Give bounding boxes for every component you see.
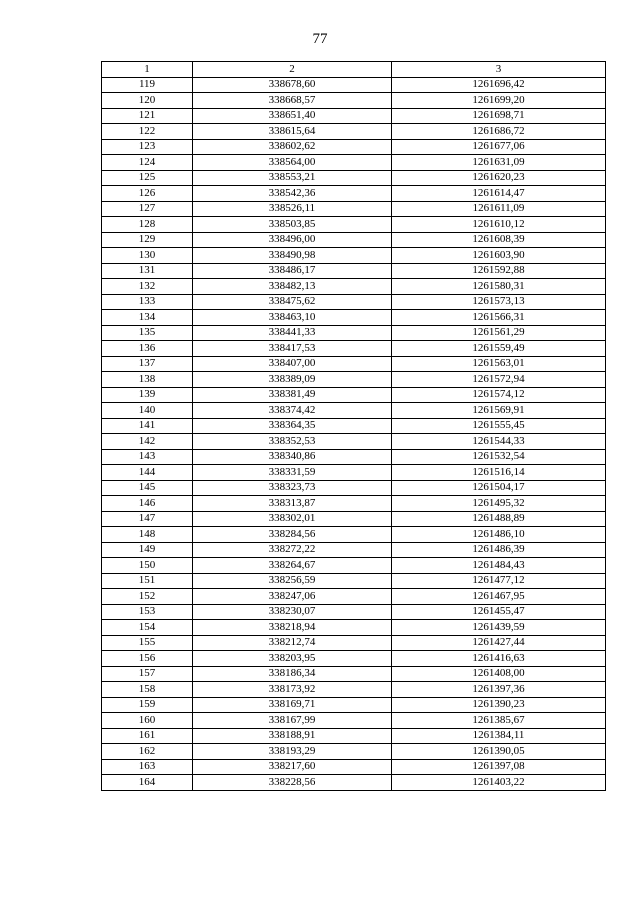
cell-y-coordinate: 1261495,32 (392, 496, 606, 512)
table-row (102, 682, 606, 698)
table-row (102, 604, 606, 620)
table-row (102, 558, 606, 574)
cell-point-number: 161 (102, 728, 193, 744)
cell-y-coordinate: 1261555,45 (392, 418, 606, 434)
cell-point-number: 128 (102, 217, 193, 233)
cell-point-number: 154 (102, 620, 193, 636)
cell-point-number: 163 (102, 759, 193, 775)
table-row (102, 759, 606, 775)
cell-y-coordinate: 1261610,12 (392, 217, 606, 233)
table-row (102, 527, 606, 543)
cell-y-coordinate: 1261532,54 (392, 449, 606, 465)
cell-x-coordinate: 338463,10 (193, 310, 392, 326)
table-row (102, 108, 606, 124)
cell-x-coordinate: 338169,71 (193, 697, 392, 713)
table-row (102, 635, 606, 651)
cell-x-coordinate: 338230,07 (193, 604, 392, 620)
cell-point-number: 162 (102, 744, 193, 760)
table-row (102, 279, 606, 295)
table-row (102, 589, 606, 605)
cell-x-coordinate: 338256,59 (193, 573, 392, 589)
cell-y-coordinate: 1261504,17 (392, 480, 606, 496)
cell-point-number: 136 (102, 341, 193, 357)
table-row (102, 434, 606, 450)
cell-x-coordinate: 338475,62 (193, 294, 392, 310)
table-row (102, 465, 606, 481)
cell-x-coordinate: 338389,09 (193, 372, 392, 388)
table-row (102, 449, 606, 465)
cell-x-coordinate: 338417,53 (193, 341, 392, 357)
cell-y-coordinate: 1261397,36 (392, 682, 606, 698)
cell-x-coordinate: 338323,73 (193, 480, 392, 496)
cell-point-number: 149 (102, 542, 193, 558)
cell-y-coordinate: 1261427,44 (392, 635, 606, 651)
cell-point-number: 134 (102, 310, 193, 326)
cell-y-coordinate: 1261572,94 (392, 372, 606, 388)
cell-x-coordinate: 338503,85 (193, 217, 392, 233)
cell-x-coordinate: 338173,92 (193, 682, 392, 698)
table-row (102, 356, 606, 372)
cell-y-coordinate: 1261488,89 (392, 511, 606, 527)
cell-x-coordinate: 338188,91 (193, 728, 392, 744)
table-row (102, 93, 606, 109)
cell-point-number: 123 (102, 139, 193, 155)
cell-point-number: 160 (102, 713, 193, 729)
table-row (102, 713, 606, 729)
cell-point-number: 129 (102, 232, 193, 248)
cell-x-coordinate: 338490,98 (193, 248, 392, 264)
cell-x-coordinate: 338167,99 (193, 713, 392, 729)
table-row (102, 697, 606, 713)
cell-point-number: 157 (102, 666, 193, 682)
cell-point-number: 137 (102, 356, 193, 372)
cell-x-coordinate: 338228,56 (193, 775, 392, 791)
cell-point-number: 140 (102, 403, 193, 419)
cell-point-number: 133 (102, 294, 193, 310)
column-header-number: 1 (102, 62, 193, 78)
cell-y-coordinate: 1261614,47 (392, 186, 606, 202)
table-row (102, 263, 606, 279)
cell-x-coordinate: 338668,57 (193, 93, 392, 109)
table-row (102, 310, 606, 326)
table-row (102, 372, 606, 388)
table-row (102, 728, 606, 744)
cell-y-coordinate: 1261477,12 (392, 573, 606, 589)
table-body (102, 77, 606, 790)
cell-x-coordinate: 338486,17 (193, 263, 392, 279)
cell-point-number: 151 (102, 573, 193, 589)
cell-point-number: 146 (102, 496, 193, 512)
cell-x-coordinate: 338217,60 (193, 759, 392, 775)
cell-y-coordinate: 1261608,39 (392, 232, 606, 248)
cell-x-coordinate: 338602,62 (193, 139, 392, 155)
cell-x-coordinate: 338284,56 (193, 527, 392, 543)
cell-y-coordinate: 1261397,08 (392, 759, 606, 775)
table-row (102, 744, 606, 760)
cell-y-coordinate: 1261696,42 (392, 77, 606, 93)
table-header-row (102, 62, 606, 78)
cell-y-coordinate: 1261544,33 (392, 434, 606, 450)
table-row (102, 155, 606, 171)
table-row (102, 620, 606, 636)
cell-x-coordinate: 338526,11 (193, 201, 392, 217)
cell-x-coordinate: 338651,40 (193, 108, 392, 124)
cell-point-number: 156 (102, 651, 193, 667)
cell-y-coordinate: 1261611,09 (392, 201, 606, 217)
cell-point-number: 139 (102, 387, 193, 403)
cell-x-coordinate: 338496,00 (193, 232, 392, 248)
cell-point-number: 155 (102, 635, 193, 651)
cell-y-coordinate: 1261631,09 (392, 155, 606, 171)
cell-x-coordinate: 338553,21 (193, 170, 392, 186)
table-row (102, 201, 606, 217)
cell-y-coordinate: 1261620,23 (392, 170, 606, 186)
cell-point-number: 142 (102, 434, 193, 450)
cell-x-coordinate: 338482,13 (193, 279, 392, 295)
cell-point-number: 164 (102, 775, 193, 791)
page-number: 77 (312, 31, 328, 47)
table-row (102, 651, 606, 667)
cell-y-coordinate: 1261566,31 (392, 310, 606, 326)
cell-point-number: 143 (102, 449, 193, 465)
cell-y-coordinate: 1261592,88 (392, 263, 606, 279)
cell-x-coordinate: 338374,42 (193, 403, 392, 419)
cell-x-coordinate: 338313,87 (193, 496, 392, 512)
cell-y-coordinate: 1261486,39 (392, 542, 606, 558)
table-row (102, 341, 606, 357)
cell-y-coordinate: 1261467,95 (392, 589, 606, 605)
cell-x-coordinate: 338272,22 (193, 542, 392, 558)
cell-y-coordinate: 1261677,06 (392, 139, 606, 155)
cell-x-coordinate: 338615,64 (193, 124, 392, 140)
cell-y-coordinate: 1261563,01 (392, 356, 606, 372)
cell-point-number: 127 (102, 201, 193, 217)
cell-y-coordinate: 1261455,47 (392, 604, 606, 620)
cell-y-coordinate: 1261580,31 (392, 279, 606, 295)
cell-x-coordinate: 338364,35 (193, 418, 392, 434)
cell-x-coordinate: 338340,86 (193, 449, 392, 465)
cell-y-coordinate: 1261686,72 (392, 124, 606, 140)
cell-y-coordinate: 1261416,63 (392, 651, 606, 667)
cell-point-number: 121 (102, 108, 193, 124)
table-row (102, 387, 606, 403)
cell-y-coordinate: 1261408,00 (392, 666, 606, 682)
cell-y-coordinate: 1261573,13 (392, 294, 606, 310)
cell-x-coordinate: 338678,60 (193, 77, 392, 93)
table-row (102, 496, 606, 512)
cell-x-coordinate: 338302,01 (193, 511, 392, 527)
table-row (102, 666, 606, 682)
cell-point-number: 124 (102, 155, 193, 171)
cell-y-coordinate: 1261698,71 (392, 108, 606, 124)
cell-y-coordinate: 1261574,12 (392, 387, 606, 403)
cell-x-coordinate: 338352,53 (193, 434, 392, 450)
cell-point-number: 147 (102, 511, 193, 527)
cell-y-coordinate: 1261561,29 (392, 325, 606, 341)
cell-x-coordinate: 338441,33 (193, 325, 392, 341)
cell-y-coordinate: 1261484,43 (392, 558, 606, 574)
cell-y-coordinate: 1261516,14 (392, 465, 606, 481)
table-row (102, 542, 606, 558)
table-row (102, 403, 606, 419)
cell-x-coordinate: 338203,95 (193, 651, 392, 667)
cell-point-number: 120 (102, 93, 193, 109)
cell-x-coordinate: 338264,67 (193, 558, 392, 574)
table-row (102, 139, 606, 155)
cell-y-coordinate: 1261603,90 (392, 248, 606, 264)
cell-point-number: 138 (102, 372, 193, 388)
cell-x-coordinate: 338212,74 (193, 635, 392, 651)
coordinates-table (101, 61, 606, 791)
cell-point-number: 131 (102, 263, 193, 279)
cell-y-coordinate: 1261403,22 (392, 775, 606, 791)
table-row (102, 77, 606, 93)
cell-y-coordinate: 1261569,91 (392, 403, 606, 419)
cell-y-coordinate: 1261384,11 (392, 728, 606, 744)
cell-point-number: 141 (102, 418, 193, 434)
cell-point-number: 158 (102, 682, 193, 698)
table-row (102, 124, 606, 140)
table-row (102, 186, 606, 202)
cell-point-number: 125 (102, 170, 193, 186)
cell-x-coordinate: 338407,00 (193, 356, 392, 372)
cell-point-number: 148 (102, 527, 193, 543)
cell-x-coordinate: 338542,36 (193, 186, 392, 202)
table-row (102, 511, 606, 527)
cell-x-coordinate: 338186,34 (193, 666, 392, 682)
cell-point-number: 152 (102, 589, 193, 605)
cell-x-coordinate: 338218,94 (193, 620, 392, 636)
column-header-y: 3 (392, 62, 606, 78)
cell-point-number: 145 (102, 480, 193, 496)
cell-point-number: 135 (102, 325, 193, 341)
cell-y-coordinate: 1261390,05 (392, 744, 606, 760)
cell-point-number: 132 (102, 279, 193, 295)
cell-x-coordinate: 338247,06 (193, 589, 392, 605)
table-row (102, 418, 606, 434)
cell-point-number: 130 (102, 248, 193, 264)
cell-x-coordinate: 338193,29 (193, 744, 392, 760)
cell-y-coordinate: 1261699,20 (392, 93, 606, 109)
cell-point-number: 144 (102, 465, 193, 481)
table-row (102, 573, 606, 589)
table-row (102, 232, 606, 248)
cell-x-coordinate: 338331,59 (193, 465, 392, 481)
cell-point-number: 159 (102, 697, 193, 713)
cell-point-number: 119 (102, 77, 193, 93)
table-row (102, 294, 606, 310)
cell-point-number: 126 (102, 186, 193, 202)
table-row (102, 170, 606, 186)
column-header-x: 2 (193, 62, 392, 78)
cell-y-coordinate: 1261390,23 (392, 697, 606, 713)
cell-x-coordinate: 338564,00 (193, 155, 392, 171)
cell-y-coordinate: 1261439,59 (392, 620, 606, 636)
cell-point-number: 122 (102, 124, 193, 140)
cell-y-coordinate: 1261385,67 (392, 713, 606, 729)
table-row (102, 217, 606, 233)
cell-x-coordinate: 338381,49 (193, 387, 392, 403)
table-row (102, 248, 606, 264)
cell-y-coordinate: 1261559,49 (392, 341, 606, 357)
table-row (102, 775, 606, 791)
table-row (102, 480, 606, 496)
cell-point-number: 150 (102, 558, 193, 574)
cell-point-number: 153 (102, 604, 193, 620)
table-row (102, 325, 606, 341)
cell-y-coordinate: 1261486,10 (392, 527, 606, 543)
